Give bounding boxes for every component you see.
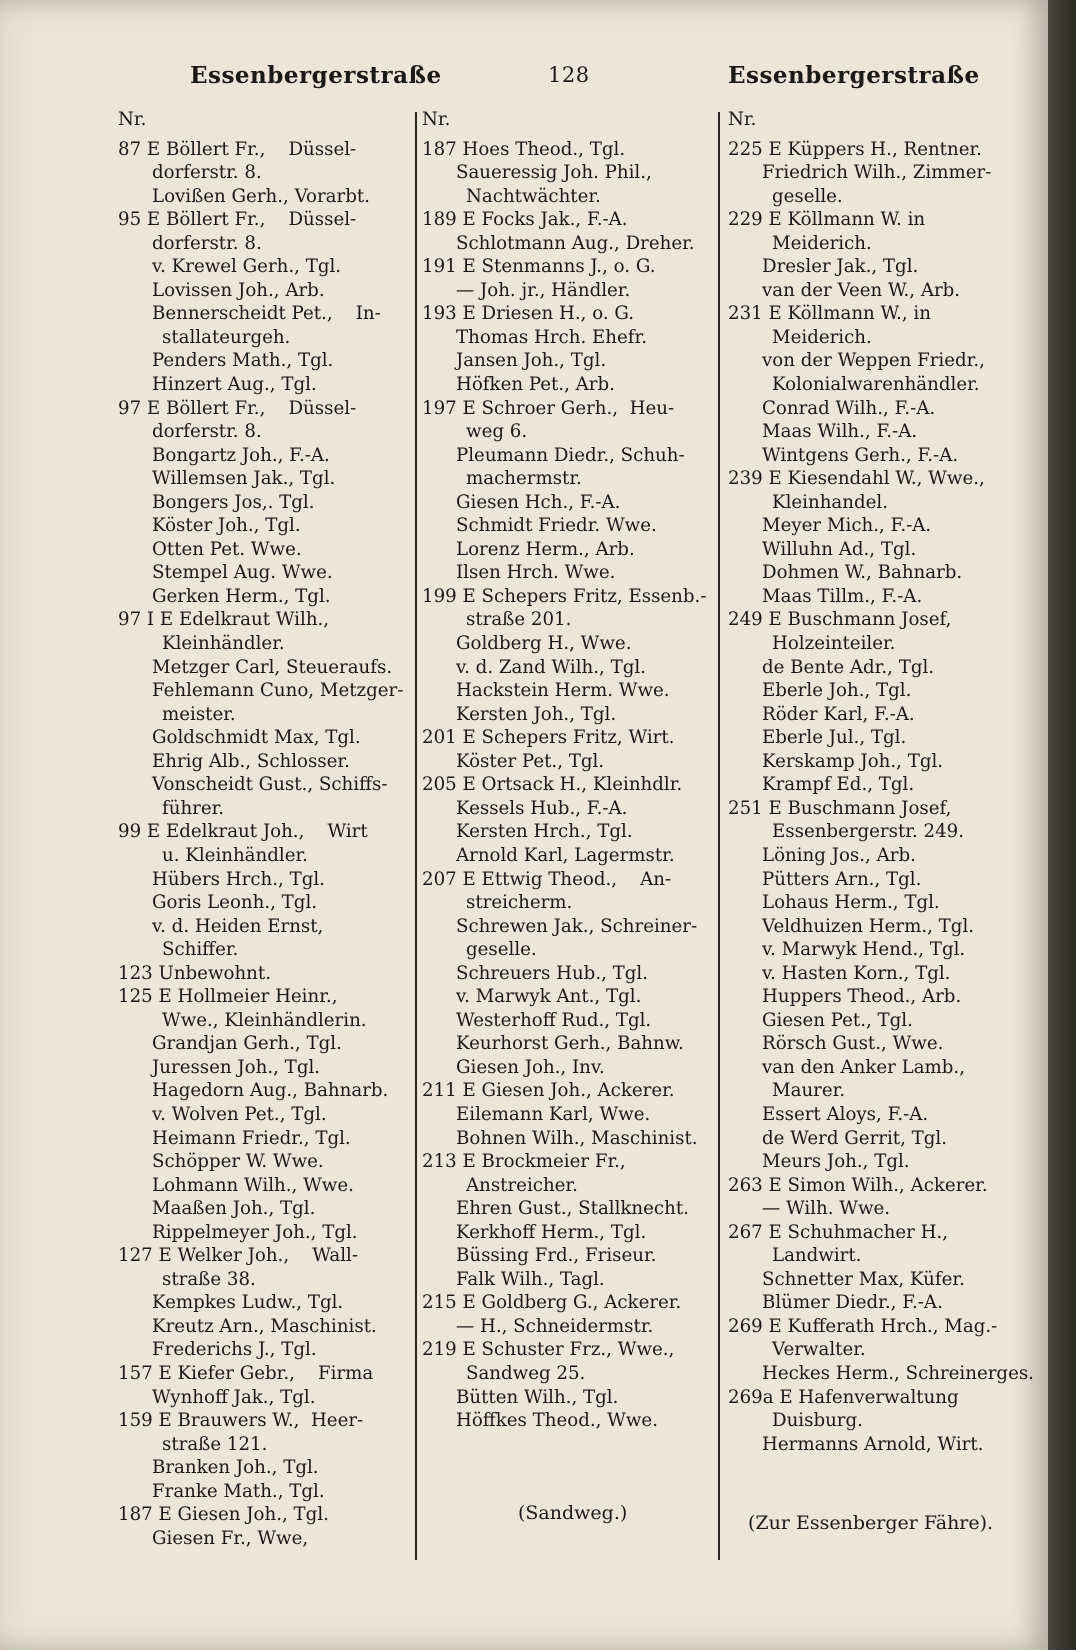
- entry-continuation: v. d. Heiden Ernst,: [152, 915, 324, 937]
- entry-continuation: Wynhoff Jak., Tgl.: [152, 1386, 316, 1408]
- entry-continuation: Holzeinteiler.: [772, 633, 896, 655]
- entry-line: 211 E Giesen Joh., Ackerer.: [422, 1080, 675, 1102]
- entry-continuation: Kleinhandel.: [772, 491, 888, 513]
- entry-continuation: dorferstr. 8.: [152, 162, 262, 184]
- entry-continuation: Landwirt.: [772, 1245, 862, 1267]
- entry-continuation: Meiderich.: [772, 232, 872, 254]
- entry-continuation: Eberle Joh., Tgl.: [762, 680, 912, 702]
- entry-continuation: Saueressig Joh. Phil.,: [456, 162, 652, 184]
- entry-line: 87 E Böllert Fr., Düssel-: [118, 138, 357, 160]
- column-header: Nr.: [118, 109, 147, 130]
- entry-line: 157 E Kiefer Gebr., Firma: [118, 1362, 374, 1384]
- entry-continuation: van den Anker Lamb.,: [762, 1056, 965, 1078]
- entry-continuation: Köster Joh., Tgl.: [152, 515, 301, 537]
- street-footer-faehre: (Zur Essenberger Fähre).: [748, 1512, 994, 1534]
- entry-continuation: geselle.: [466, 939, 537, 961]
- entry-continuation: Köster Pet., Tgl.: [456, 750, 605, 772]
- entry-continuation: v. Wolven Pet., Tgl.: [152, 1103, 327, 1125]
- entry-continuation: Pütters Arn., Tgl.: [762, 868, 922, 890]
- entry-continuation: Hagedorn Aug., Bahnarb.: [152, 1080, 389, 1102]
- entry-continuation: Maas Tillm., F.-A.: [762, 585, 923, 607]
- entry-line: 127 E Welker Joh., Wall-: [118, 1245, 358, 1267]
- entry-continuation: Schlotmann Aug., Dreher.: [456, 232, 695, 254]
- entry-continuation: Giesen Fr., Wwe,: [152, 1527, 309, 1549]
- entry-continuation: v. d. Zand Wilh., Tgl.: [456, 656, 646, 678]
- entry-continuation: v. Krewel Gerh., Tgl.: [152, 256, 342, 278]
- entry-continuation: Giesen Hch., F.-A.: [456, 491, 621, 513]
- entry-continuation: Kerkhoff Herm., Tgl.: [456, 1221, 647, 1243]
- entry-continuation: Willemsen Jak., Tgl.: [152, 468, 336, 490]
- entry-continuation: Gerken Herm., Tgl.: [152, 585, 331, 607]
- entry-continuation: Lovissen Joh., Arb.: [152, 279, 325, 301]
- entry-continuation: Penders Math., Tgl.: [152, 350, 334, 372]
- entry-continuation: — Joh. jr., Händler.: [456, 279, 631, 301]
- entry-continuation: Grandjan Gerh., Tgl.: [152, 1033, 342, 1055]
- entry-continuation: Lorenz Herm., Arb.: [456, 538, 635, 560]
- entry-continuation: — H., Schneidermstr.: [456, 1315, 654, 1337]
- entry-line: 199 E Schepers Fritz, Essenb.-: [422, 585, 707, 607]
- entry-continuation: Kempkes Ludw., Tgl.: [152, 1292, 344, 1314]
- entry-line: 99 E Edelkraut Joh., Wirt: [118, 821, 368, 843]
- entry-continuation: Röder Karl, F.-A.: [762, 703, 915, 725]
- entry-continuation: Höfken Pet., Arb.: [456, 374, 615, 396]
- entry-line: 267 E Schuhmacher H.,: [728, 1221, 948, 1243]
- entry-continuation: Eberle Jul., Tgl.: [762, 727, 907, 749]
- entry-line: 159 E Brauwers W., Heer-: [118, 1410, 364, 1432]
- entry-continuation: Hinzert Aug., Tgl.: [152, 374, 317, 396]
- entry-continuation: Dresler Jak., Tgl.: [762, 256, 919, 278]
- entry-continuation: v. Marwyk Hend., Tgl.: [762, 939, 966, 961]
- entry-continuation: Eilemann Karl, Wwe.: [456, 1103, 651, 1125]
- entry-continuation: geselle.: [772, 185, 843, 207]
- entry-continuation: Goldberg H., Wwe.: [456, 633, 632, 655]
- entry-continuation: Huppers Theod., Arb.: [762, 986, 962, 1008]
- entry-continuation: Essenbergerstr. 249.: [772, 821, 965, 843]
- column-header: Nr.: [728, 109, 757, 130]
- entry-continuation: Keurhorst Gerh., Bahnw.: [456, 1033, 684, 1055]
- entry-continuation: Verwalter.: [772, 1339, 866, 1361]
- entry-continuation: Thomas Hrch. Ehefr.: [456, 326, 647, 348]
- entry-continuation: Schrewen Jak., Schreiner-: [456, 915, 698, 937]
- entry-continuation: Schnetter Max, Küfer.: [762, 1268, 965, 1290]
- entry-continuation: Hermanns Arnold, Wirt.: [762, 1433, 984, 1455]
- entry-line: 251 E Buschmann Josef,: [728, 797, 952, 819]
- entry-continuation: Essert Aloys, F.-A.: [762, 1103, 929, 1125]
- entry-continuation: Meurs Joh., Tgl.: [762, 1151, 910, 1173]
- entry-line: 187 E Giesen Joh., Tgl.: [118, 1504, 329, 1526]
- entry-continuation: Kersten Joh., Tgl.: [456, 703, 617, 725]
- entry-continuation: Metzger Carl, Steueraufs.: [152, 656, 393, 678]
- entry-continuation: Pleumann Diedr., Schuh-: [456, 444, 685, 466]
- entry-line: 207 E Ettwig Theod., An-: [422, 868, 672, 890]
- entry-continuation: Arnold Karl, Lagermstr.: [456, 844, 675, 866]
- entry-continuation: Hackstein Herm. Wwe.: [456, 680, 670, 702]
- entry-line: 269a E Hafenverwaltung: [728, 1386, 959, 1408]
- entry-continuation: de Werd Gerrit, Tgl.: [762, 1127, 948, 1149]
- entry-continuation: führer.: [162, 797, 225, 819]
- entry-continuation: von der Weppen Friedr.,: [762, 350, 985, 372]
- entry-continuation: Juressen Joh., Tgl.: [152, 1056, 321, 1078]
- entry-continuation: Krampf Ed., Tgl.: [762, 774, 915, 796]
- entry-line: 123 Unbewohnt.: [118, 962, 271, 984]
- entry-continuation: Franke Math., Tgl.: [152, 1480, 325, 1502]
- entry-continuation: Giesen Joh., Inv.: [456, 1056, 605, 1078]
- entry-line: 97 I E Edelkraut Wilh.,: [118, 609, 330, 631]
- entry-continuation: Kessels Hub., F.-A.: [456, 797, 628, 819]
- entry-continuation: Falk Wilh., Tagl.: [456, 1268, 605, 1290]
- entry-continuation: Giesen Pet., Tgl.: [762, 1009, 913, 1031]
- entry-line: 95 E Böllert Fr., Düssel-: [118, 209, 357, 231]
- entry-line: 191 E Stenmanns J., o. G.: [422, 256, 656, 278]
- entry-continuation: straße 38.: [162, 1268, 256, 1290]
- entry-continuation: Bütten Wilh., Tgl.: [456, 1386, 619, 1408]
- entry-continuation: v. Hasten Korn., Tgl.: [762, 962, 951, 984]
- entry-line: 225 E Küppers H., Rentner.: [728, 138, 982, 160]
- column-3: [728, 108, 1034, 1456]
- entry-continuation: Bongers Jos,. Tgl.: [152, 491, 315, 513]
- entry-continuation: Vonscheidt Gust., Schiffs-: [152, 774, 388, 796]
- entry-line: 197 E Schroer Gerh., Heu-: [422, 397, 675, 419]
- entry-continuation: Rippelmeyer Joh., Tgl.: [152, 1221, 358, 1243]
- entry-continuation: Wwe., Kleinhändlerin.: [162, 1009, 367, 1031]
- entry-line: 125 E Hollmeier Heinr.,: [118, 986, 338, 1008]
- entry-continuation: Blümer Diedr., F.-A.: [762, 1292, 943, 1314]
- entry-continuation: Kreutz Arn., Maschinist.: [152, 1315, 377, 1337]
- entry-line: 269 E Kufferath Hrch., Mag.-: [728, 1315, 998, 1337]
- entry-continuation: Sandweg 25.: [466, 1362, 586, 1384]
- entry-continuation: Lovißen Gerh., Vorarbt.: [152, 185, 370, 207]
- entry-continuation: Conrad Wilh., F.-A.: [762, 397, 936, 419]
- entry-continuation: Veldhuizen Herm., Tgl.: [762, 915, 975, 937]
- column-header: Nr.: [422, 109, 451, 130]
- entry-continuation: Kerskamp Joh., Tgl.: [762, 750, 944, 772]
- column-2: [422, 108, 722, 1433]
- entry-continuation: Heckes Herm., Schreinerges.: [762, 1362, 1034, 1384]
- entry-continuation: Goris Leonh., Tgl.: [152, 892, 318, 914]
- entry-continuation: straße 201.: [466, 609, 572, 631]
- entry-continuation: Friedrich Wilh., Zimmer-: [762, 162, 992, 184]
- entry-continuation: Willuhn Ad., Tgl.: [762, 538, 917, 560]
- page-number: 128: [548, 63, 590, 87]
- entry-line: 229 E Köllmann W. in: [728, 209, 926, 231]
- entry-continuation: Ehren Gust., Stallknecht.: [456, 1198, 689, 1220]
- entry-continuation: machermstr.: [466, 468, 582, 490]
- entry-continuation: Ehrig Alb., Schlosser.: [152, 750, 350, 772]
- entry-continuation: Bohnen Wilh., Maschinist.: [456, 1127, 698, 1149]
- entry-line: 193 E Driesen H., o. G.: [422, 303, 635, 325]
- entry-continuation: Lohmann Wilh., Wwe.: [152, 1174, 354, 1196]
- street-footer-sandweg: (Sandweg.): [518, 1502, 628, 1524]
- entry-line: 189 E Focks Jak., F.-A.: [422, 209, 628, 231]
- book-edge: [1048, 0, 1076, 1650]
- entry-continuation: Stempel Aug. Wwe.: [152, 562, 333, 584]
- entry-continuation: van der Veen W., Arb.: [762, 279, 961, 301]
- entry-line: 239 E Kiesendahl W., Wwe.,: [728, 468, 985, 490]
- entry-continuation: Dohmen W., Bahnarb.: [762, 562, 963, 584]
- entry-continuation: Lohaus Herm., Tgl.: [762, 892, 940, 914]
- entry-continuation: Heimann Friedr., Tgl.: [152, 1127, 351, 1149]
- column-1: [118, 108, 416, 1550]
- entry-continuation: Schmidt Friedr. Wwe.: [456, 515, 657, 537]
- entry-continuation: Westerhoff Rud., Tgl.: [456, 1009, 652, 1031]
- entry-continuation: Branken Joh., Tgl.: [152, 1457, 319, 1479]
- entry-continuation: Rörsch Gust., Wwe.: [762, 1033, 944, 1055]
- entry-line: 201 E Schepers Fritz, Wirt.: [422, 727, 675, 749]
- entry-continuation: Wintgens Gerh., F.-A.: [762, 444, 959, 466]
- entry-line: 219 E Schuster Frz., Wwe.,: [422, 1339, 675, 1361]
- entry-continuation: Schiffer.: [162, 939, 239, 961]
- entry-continuation: Ilsen Hrch. Wwe.: [456, 562, 616, 584]
- entry-continuation: dorferstr. 8.: [152, 421, 262, 443]
- entry-continuation: Maaßen Joh., Tgl.: [152, 1198, 316, 1220]
- entry-continuation: Frederichs J., Tgl.: [152, 1339, 317, 1361]
- entry-line: 263 E Simon Wilh., Ackerer.: [728, 1174, 988, 1196]
- entry-continuation: Höffkes Theod., Wwe.: [456, 1410, 658, 1432]
- running-head-right: Essenbergerstraße: [728, 62, 980, 89]
- entry-line: 97 E Böllert Fr., Düssel-: [118, 397, 357, 419]
- entry-continuation: weg 6.: [466, 421, 528, 443]
- entry-continuation: Bongartz Joh., F.-A.: [152, 444, 330, 466]
- entry-continuation: Goldschmidt Max, Tgl.: [152, 727, 361, 749]
- entry-continuation: Kolonialwarenhändler.: [772, 374, 980, 396]
- entry-continuation: Fehlemann Cuno, Metzger-: [152, 680, 404, 702]
- entry-line: 187 Hoes Theod., Tgl.: [422, 138, 626, 160]
- entry-continuation: Nachtwächter.: [466, 185, 601, 207]
- entry-continuation: Meiderich.: [772, 326, 872, 348]
- entry-continuation: straße 121.: [162, 1433, 268, 1455]
- entry-continuation: Schöpper W. Wwe.: [152, 1151, 324, 1173]
- entry-continuation: Anstreicher.: [466, 1174, 578, 1196]
- entry-line: 215 E Goldberg G., Ackerer.: [422, 1292, 682, 1314]
- entry-continuation: Bennerscheidt Pet., In-: [152, 303, 381, 325]
- entry-continuation: Duisburg.: [772, 1410, 863, 1432]
- entry-continuation: Schreuers Hub., Tgl.: [456, 962, 649, 984]
- entry-continuation: Otten Pet. Wwe.: [152, 538, 302, 560]
- entry-continuation: Meyer Mich., F.-A.: [762, 515, 932, 537]
- entry-continuation: Büssing Frd., Friseur.: [456, 1245, 657, 1267]
- entry-line: 205 E Ortsack H., Kleinhdlr.: [422, 774, 683, 796]
- entry-continuation: u. Kleinhändler.: [162, 844, 308, 866]
- entry-continuation: — Wilh. Wwe.: [762, 1198, 891, 1220]
- entry-line: 213 E Brockmeier Fr.,: [422, 1151, 626, 1173]
- entry-continuation: de Bente Adr., Tgl.: [762, 656, 935, 678]
- entry-continuation: meister.: [162, 703, 236, 725]
- entry-continuation: Hübers Hrch., Tgl.: [152, 868, 325, 890]
- entry-continuation: stallateurgeh.: [162, 326, 291, 348]
- entry-continuation: streicherm.: [466, 892, 573, 914]
- entry-continuation: Jansen Joh., Tgl.: [456, 350, 607, 372]
- entry-continuation: dorferstr. 8.: [152, 232, 262, 254]
- entry-line: 249 E Buschmann Josef,: [728, 609, 952, 631]
- entry-continuation: Maas Wilh., F.-A.: [762, 421, 918, 443]
- entry-continuation: v. Marwyk Ant., Tgl.: [456, 986, 642, 1008]
- entry-line: 231 E Köllmann W., in: [728, 303, 931, 325]
- entry-continuation: Kleinhändler.: [162, 633, 285, 655]
- entry-continuation: Löning Jos., Arb.: [762, 844, 916, 866]
- running-head-left: Essenbergerstraße: [190, 62, 442, 89]
- entry-continuation: Maurer.: [772, 1080, 846, 1102]
- entry-continuation: Kersten Hrch., Tgl.: [456, 821, 633, 843]
